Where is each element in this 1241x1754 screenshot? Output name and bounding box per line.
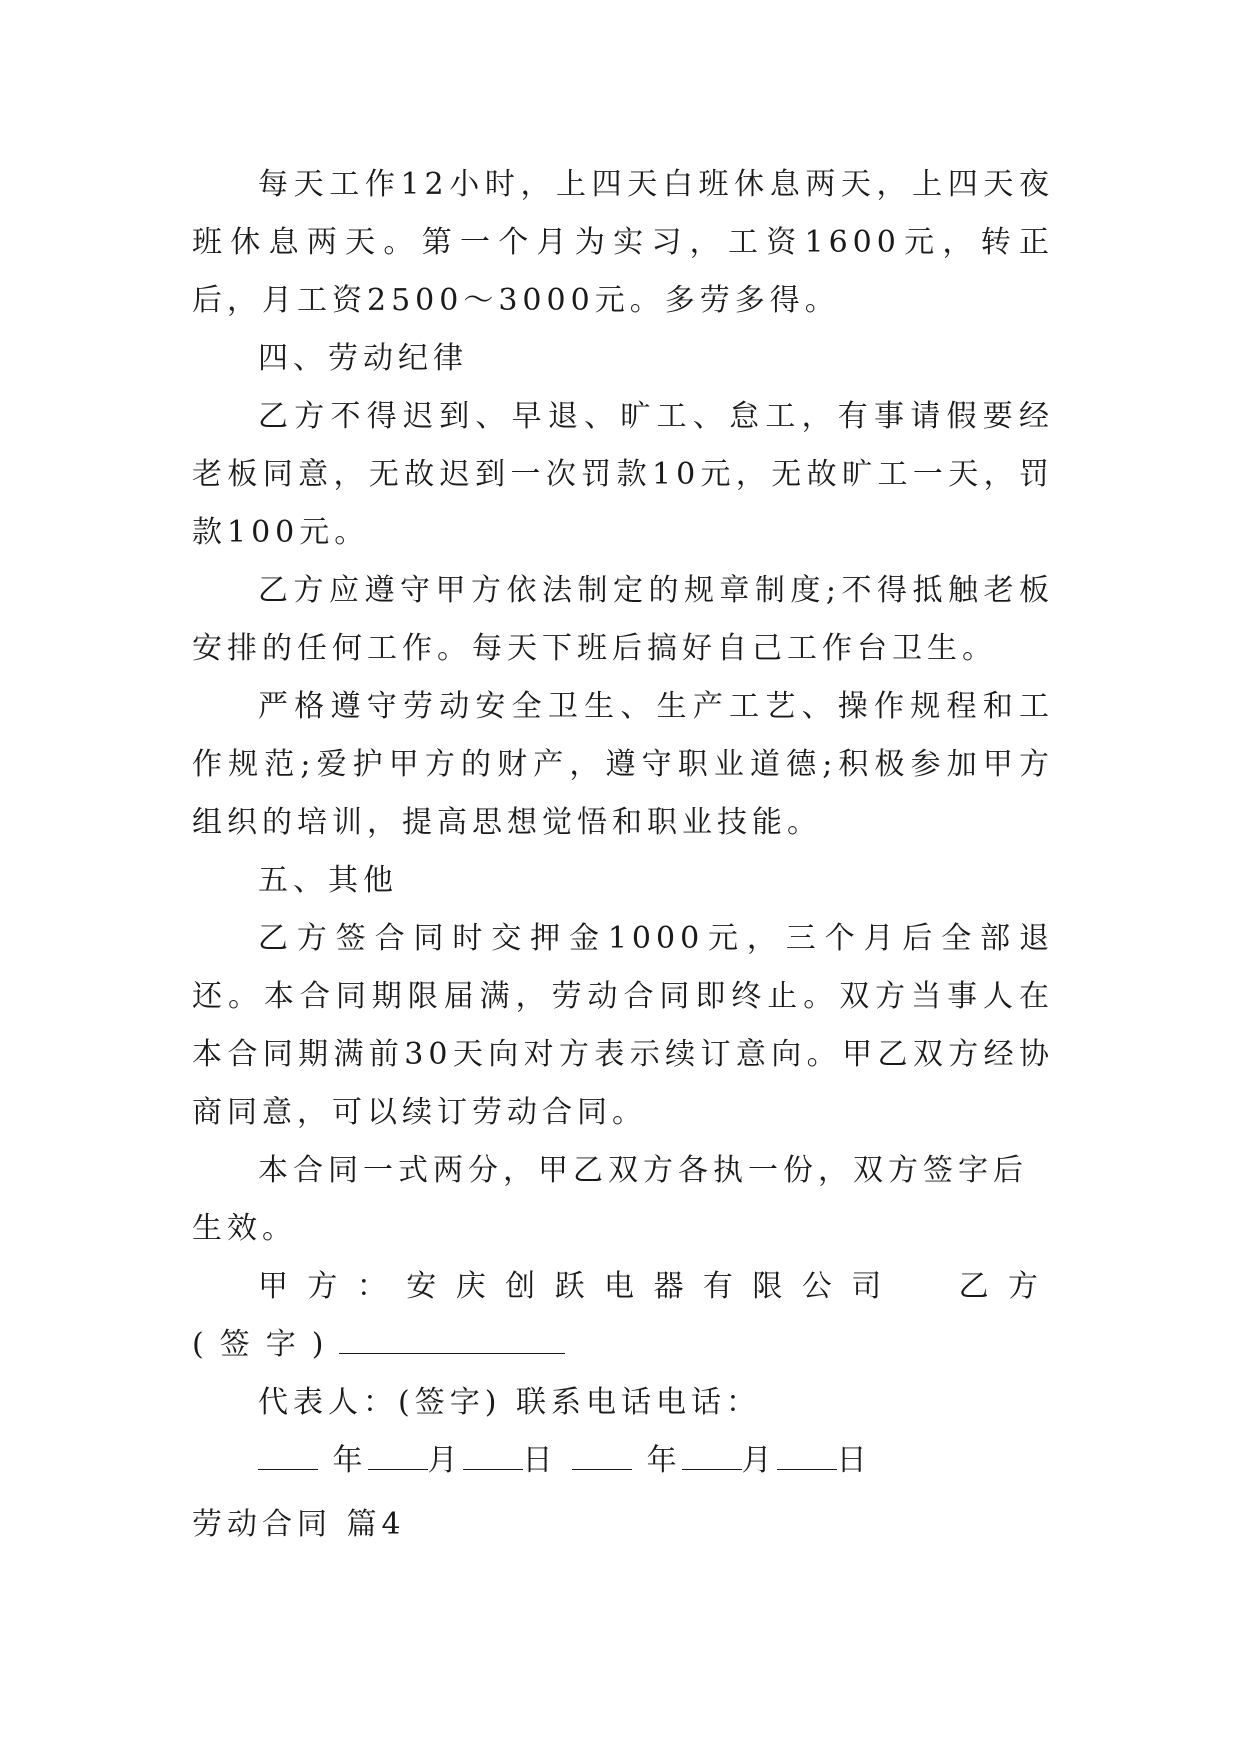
paragraph-rules: 乙方应遵守甲方依法制定的规章制度;不得抵触老板安排的任何工作。每天下班后搞好自己工作台卫生。 [192,573,1054,666]
date-b-month-label: 月 [741,1443,777,1478]
paragraph-copies: 本合同一式两分，甲乙双方各执一份，双方签字后生效。 [192,1153,1028,1246]
party-b-signature-blank [339,1325,565,1354]
heading-labor-discipline: 四、劳动纪律 [258,341,468,376]
paragraph-work-hours: 每天工作12小时，上四天白班休息两天，上四天夜班休息两天。第一个月为实习，工资1600元，转正后，月工资2500～3000元。多劳多得。 [192,167,1054,318]
heading-other: 五、其他 [258,863,398,898]
party-b-label: 乙方(签字) [192,1269,1054,1362]
next-section-title: 劳动合同 篇4 [192,1507,406,1542]
date-a-day-blank [463,1441,523,1470]
date-b-day-blank [777,1441,837,1470]
date-b-year-label: 年 [646,1443,682,1478]
paragraph-attendance: 乙方不得迟到、早退、旷工、怠工，有事请假要经老板同意，无故迟到一次罚款10元，无故旷工一天，罚款100元。 [192,399,1054,550]
date-line [192,1432,1054,1490]
contract-body [192,156,1054,1490]
paragraph-deposit: 乙方签合同时交押金1000元，三个月后全部退还。本合同期限届满，劳动合同即终止。双方当事人在本合同期满前30天向对方表示续订意向。甲乙双方经协商同意，可以续订劳动合同。 [192,921,1054,1130]
date-b-month-blank [682,1441,742,1470]
representative-line: 代表人：(签字) 联系电话电话： [258,1385,761,1420]
date-b-day-label: 日 [836,1443,872,1478]
date-a-day-label: 日 [522,1443,558,1478]
date-a-year-label: 年 [332,1443,368,1478]
signature-parties-line [192,1258,1054,1374]
date-b-year-blank [572,1441,632,1470]
paragraph-safety: 严格遵守劳动安全卫生、生产工艺、操作规程和工作规范;爱护甲方的财产，遵守职业道德;积极参加甲方组织的培训，提高思想觉悟和职业技能。 [192,689,1054,840]
date-a-month-blank [368,1441,428,1470]
date-a-month-label: 月 [427,1443,463,1478]
party-a-label: 甲方：安庆创跃电器有限公司 [258,1269,901,1304]
date-a-year-blank [258,1441,318,1470]
